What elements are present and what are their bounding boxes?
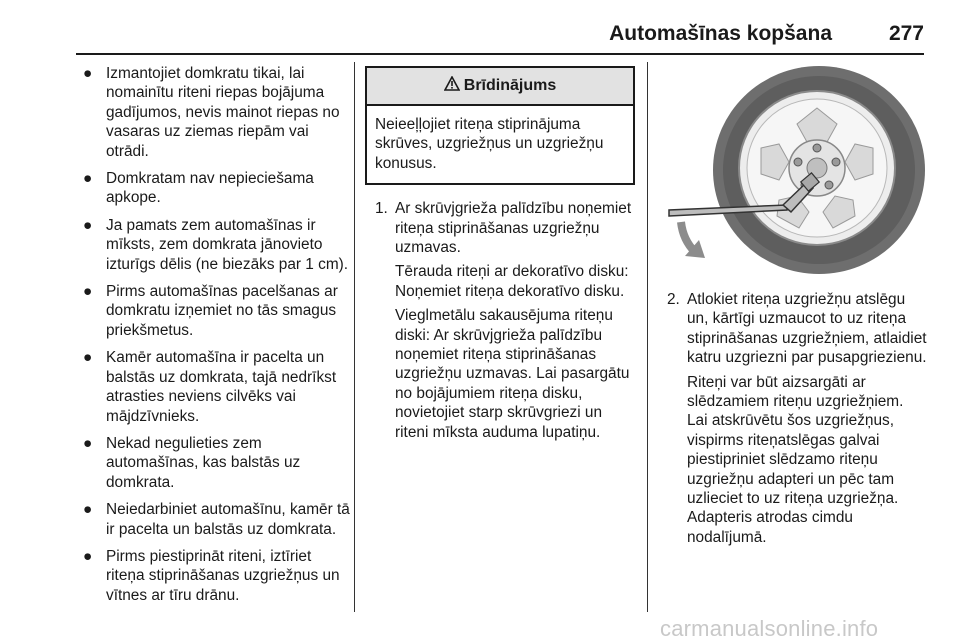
step-item [657, 290, 927, 547]
wheel-wrench-illustration [659, 64, 927, 276]
list-item-text: Nekad negulieties zem automašīnas, kas balstās uz domkrata. [106, 434, 301, 491]
list-item [76, 282, 350, 340]
step-list [365, 199, 637, 442]
step-paragraph: Atlokiet riteņa uzgriežņu atslēgu un, kārtīgi uzmaucot to uz riteņa stiprināšanas uzgriežņiem, atlaidiet katru uzgriezni par pusapgriezienu. [687, 291, 927, 367]
warning-triangle-icon [444, 76, 460, 96]
bullet-icon: ● [83, 501, 93, 519]
list-item-text: Pirms automašīnas pacelšanas ar domkratu izņemiet no tās smagus priekšmetus. [106, 283, 338, 339]
bullet-icon: ● [83, 283, 93, 301]
step-number: 1. [375, 200, 388, 218]
list-item [76, 169, 350, 208]
warning-header [367, 68, 633, 106]
step-list [657, 290, 927, 547]
warning-title: Brīdinājums [463, 77, 557, 95]
bullet-list [76, 64, 350, 605]
list-item [76, 500, 350, 539]
list-item [76, 64, 350, 161]
step-paragraph: Riteņi var būt aizsargāti ar slēdzamiem riteņu uzgriežņiem. Lai atskrūvētu šos uzgriežņus, vispirms riteņatslēgas galvai piestipriniet slēdzamo riteņu uzgriežņu adapteri un pēc tam uzlieciet to uz riteņa uzgriežņa. Adapteris atrodas cimdu nodalījumā. [687, 373, 904, 546]
list-item-text: Pirms piestiprināt riteni, iztīriet riteņa stiprināšanas uzgriežņus un vītnes ar tīru drānu. [106, 547, 340, 604]
list-item [76, 547, 350, 605]
bullet-icon: ● [83, 65, 93, 82]
header-rule [76, 53, 924, 55]
list-item-text: Neiedarbiniet automašīnu, kamēr tā ir pacelta un balstās uz domkrata. [106, 501, 350, 538]
step-item [365, 199, 637, 442]
list-item-text: Ja pamats zem automašīnas ir mīksts, zem domkrata jānovieto izturīgs dēlis (ne biezāks par 1 cm). [106, 216, 349, 273]
page-header [0, 22, 924, 52]
bullet-icon: ● [83, 349, 93, 367]
step-paragraph: Tērauda riteņi ar dekoratīvo disku: Noņemiet riteņa dekoratīvo disku. [395, 263, 629, 300]
column-divider [647, 62, 648, 612]
column-2 [365, 64, 637, 447]
warning-box [365, 66, 635, 185]
watermark: carmanualsonline.info [660, 616, 879, 641]
bullet-icon: ● [83, 434, 93, 452]
section-title: Automašīnas kopšana [609, 22, 832, 45]
page-number: 277 [888, 22, 924, 45]
bullet-icon: ● [83, 216, 93, 234]
list-item [76, 434, 350, 492]
warning-body: Neieeļļojiet riteņa stiprinājuma skrūves, uzgriežņus un uzgriežņu konusus. [375, 116, 604, 172]
list-item-text: Kamēr automašīna ir pacelta un balstās uz domkrata, tajā nedrīkst atrasties neviens cilvēks vai mājdzīvnieks. [106, 349, 337, 425]
list-item-text: Domkratam nav nepieciešama apkope. [106, 170, 314, 207]
bullet-icon: ● [83, 170, 93, 188]
list-item [76, 216, 350, 274]
column-1 [76, 64, 350, 613]
list-item-text: Izmantojiet domkratu tikai, lai nomainītu riteni riepas bojājuma gadījumos, nevis mainot riepas no vasaras uz ziemas riepām vai otrādi. [106, 65, 340, 160]
column-3 [657, 64, 927, 552]
step-number: 2. [667, 291, 680, 308]
list-item [76, 348, 350, 426]
column-divider [354, 62, 355, 612]
step-paragraph: Vieglmetālu sakausējuma riteņu diski: Ar skrūvjgrieža palīdzību noņemiet riteņa stiprināšanas uzgriežņu uzmavas. Lai pasargātu no bojājumiem riteņa disku, novietojiet starp skrūvgriezi un riteni mīksta auduma lupatiņu. [395, 307, 630, 441]
step-paragraph: Ar skrūvjgrieža palīdzību noņemiet riteņa stiprināšanas uzgriežņu uzmavas. [395, 200, 632, 257]
bullet-icon: ● [83, 547, 93, 565]
